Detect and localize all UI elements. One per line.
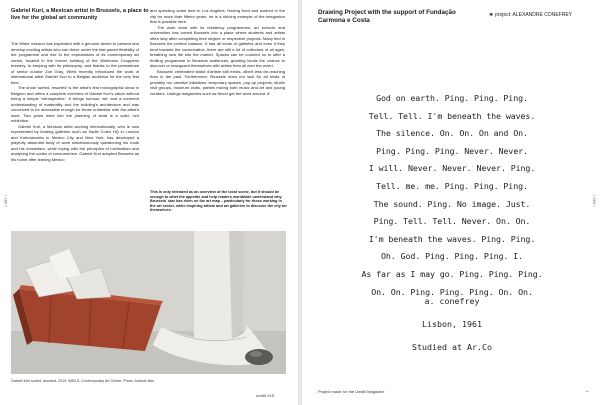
poem-line: Ping. Ping. Ping. Never. Never. [376, 145, 528, 156]
signature-studies: Studied at Ar.Co [412, 342, 492, 352]
poem-line: Tell. Tell. I'm beneath the waves. [368, 110, 536, 121]
paragraph: The show 'sorted, resorted' is the artist's first monographic show in Belgium and offers a complete overview of Gabriel Kuri's vision without being a simple 'retrospective'. It brings humour, wit, and a coherent understanding of materiality and the building's architecture and was conceived to be accessible enough for those unfamiliar with the artist's work. Two years went into the planning of what is a solid, rich exhibition. [11, 85, 139, 123]
project-footer: Project made for the Unstill Magazine [318, 389, 385, 394]
overview-note: This is only intended as an overview of the local scene, but it should be enough to whet the appetite and help readers worldwide understand why Brussels' star has risen on the art map – particularly for those working in the art sector, while inspiring artists and art galleries to discover the city for themselves. [150, 190, 287, 213]
end-mark: // [267, 90, 270, 96]
paragraph-text: Brussels' celebrated statut d'artiste still exists, albeit less far-reaching than in the past. Furthermore, Brussels does not lack for all kinds of privately run creative initiatives: temporary spaces, pop-up projects, studio visit groups, museum clubs, parties mixing both music and art and young curators. Listings magazines such as Nexxt get the word around. [150, 68, 285, 96]
paragraph: Gabriel Kuri, a Mexican artist working internationally, who is now represented by leading galleries such as Sadie Coles HQ in London and Kurimanzutto in Mexico City and New York, has developed a playfully absurdist body of work simultaneously questioning his roots and his nomadism, while toying with the principles of minimalism and analysing the codes of consumerism. Gabriel Kuri adopted Brussels as his home after leaving Mexico [11, 123, 139, 162]
poem-line: Tell. me. me. Ping. Ping. Ping. [376, 180, 528, 191]
poem-line: As far as I may go. Ping. Ping. Ping. [361, 268, 543, 279]
next-page-arrow-icon: → [584, 388, 590, 394]
poem-line: God on earth. Ping. Ping. Ping. [376, 93, 528, 103]
poem-line: On. On. Ping. Ping. Ping. On. On. [371, 286, 533, 297]
right-page [302, 0, 600, 405]
project-credit-text: project: ALEXANDRE CONEFREY [495, 12, 572, 18]
poem-line: The silence. On. On. On and On. [376, 128, 528, 139]
poem-line: I'm beneath the waves. Ping. Ping. [368, 233, 536, 244]
article-headline: Gabriel Kuri, a Mexican artist in Brussels, a place to live for the global art community [11, 8, 149, 21]
signature-name: a. conefrey [424, 296, 480, 306]
signature-block [316, 290, 588, 359]
project-credit [489, 12, 572, 18]
star-icon: ✱ [489, 12, 494, 17]
left-page [0, 0, 298, 405]
paragraph: The work done with its residency programmes, art schools and universities has turned Brussels into a place where students and artists often stay after completing their degree or respective projects. Many find in Brussels the perfect balance. It has all kinds of galleries and even if they tend towards the conservative, there are still a lot of collectors of all ages, breathing new life into the market. Spaces can be counted on to offer a thrilling programme to Brussels audiences, granting locals the chance to discover or reacquaint themselves with artists from all over the world. [150, 24, 285, 68]
paragraph: The Wiels' mission has expanded with a genuine desire to present and develop exciting artists who can thrive under the fast paced flexibility of the programme and rise to the expectations of its contemporary art centre, located in the former building of the Wielmans Ceuppens brewery. In keeping with its philosophy, and thanks to the persistence of senior curator Zoe Gray, Wiels recently introduced the work of international artist Gabriel Kuri to a Belgian audience for the very first time. [11, 41, 139, 85]
article-column-2 [150, 8, 285, 96]
poem-line: I will. Never. Never. Never. Ping. [368, 163, 536, 174]
installation-image [11, 231, 286, 374]
folio: unstill #15 [256, 393, 275, 398]
paragraph: and spending some time in Los Angeles. Having lived and worked in the city for more than fifteen years, he is a shining example of the integration that is possible here. [150, 8, 285, 24]
project-title: Drawing Project with the support of Fundação Carmona e Costa [318, 9, 456, 24]
poem-line: Ping. Tell. Tell. Never. On. On. [373, 216, 531, 227]
poem [316, 90, 588, 301]
article-column-1 [11, 41, 139, 162]
photo-caption: Gabriel Kuri sorted, resorted, 2019, WIELS, Contemporary Art Centre, Photo: Antonio Neu [11, 379, 155, 383]
exhibition-photo [11, 231, 286, 374]
left-side-page-number: • 082 • [3, 195, 8, 207]
poem-line: The sound. Ping. No image. Just. [373, 198, 531, 209]
signature-place: Lisbon, 1961 [422, 319, 482, 329]
paragraph [150, 69, 285, 97]
right-side-page-number: • 083 • [592, 195, 597, 207]
poem-line: Oh. God. Ping. Ping. Ping. I. [381, 251, 523, 262]
